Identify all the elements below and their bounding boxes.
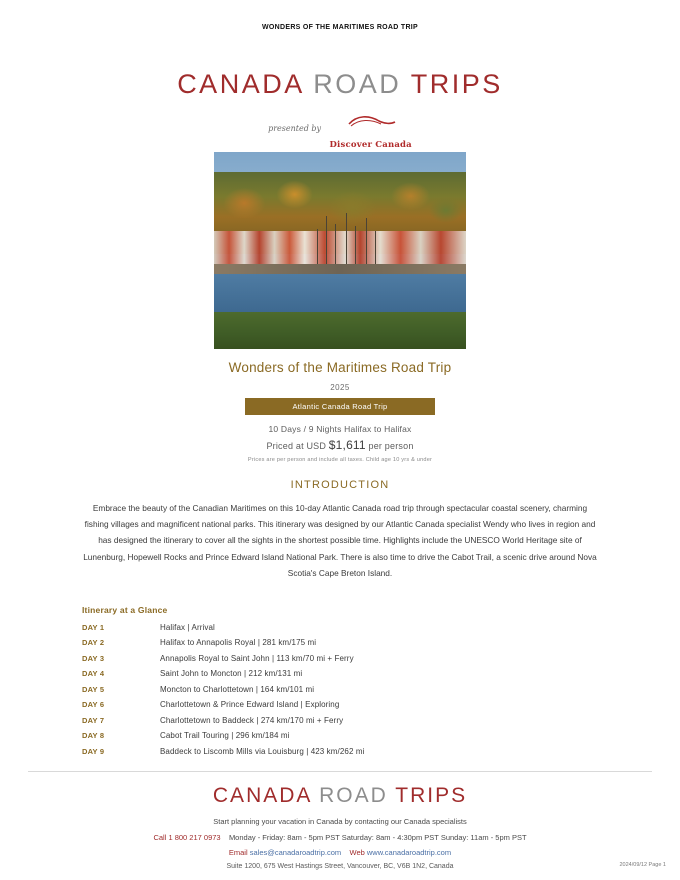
- list-item: [82, 654, 598, 663]
- footer-word-road: ROAD: [319, 784, 388, 807]
- itinerary-day-label: DAY 7: [82, 715, 105, 725]
- itinerary-day-desc: Charlottetown to Baddeck | 274 km/170 mi + Ferry: [160, 715, 344, 725]
- partner-logo: [329, 112, 411, 150]
- price-amount: $1,611: [328, 438, 366, 452]
- itinerary-day-desc: Halifax | Arrival: [160, 622, 215, 632]
- page-footer: [0, 759, 680, 880]
- list-item: [82, 638, 598, 647]
- itinerary-day-desc: Charlottetown & Prince Edward Island | Exploring: [160, 700, 340, 710]
- itinerary-day-desc: Baddeck to Liscomb Mills via Louisburg | 423 km/262 mi: [160, 746, 365, 756]
- itinerary-heading: Itinerary at a Glance: [82, 604, 168, 615]
- list-item: [82, 731, 598, 740]
- list-item: [82, 700, 598, 709]
- list-item: [82, 669, 598, 678]
- list-item: [82, 623, 598, 632]
- list-item: [82, 685, 598, 694]
- brand-word-trips: TRIPS: [410, 69, 503, 99]
- hero-foreground-lawn: [214, 312, 466, 349]
- introduction-title: INTRODUCTION: [290, 479, 390, 491]
- page-number: 2024/09/12 Page 1: [619, 862, 666, 868]
- phone-number[interactable]: 1 800 217 0973: [168, 833, 221, 842]
- footer-phone-line: [0, 833, 680, 842]
- brand-logo: [0, 69, 680, 150]
- footer-word-trips: TRIPS: [395, 784, 468, 807]
- partner-name: Discover Canada: [329, 140, 412, 150]
- brand-wordmark: [0, 69, 680, 100]
- footer-divider: [28, 771, 652, 772]
- itinerary-day-desc: Annapolis Royal to Saint John | 113 km/70 mi + Ferry: [160, 653, 354, 663]
- trip-price: [0, 438, 680, 452]
- itinerary-day-desc: Cabot Trail Touring | 296 km/184 mi: [160, 731, 290, 741]
- footer-tagline: Start planning your vacation in Canada by contacting our Canada specialists: [213, 817, 467, 826]
- footer-word-canada: CANADA: [212, 784, 312, 807]
- itinerary-day-label: DAY 5: [82, 684, 105, 694]
- itinerary-day-desc: Moncton to Charlottetown | 164 km/101 mi: [160, 684, 315, 694]
- itinerary-day-label: DAY 2: [82, 638, 105, 648]
- trip-year: 2025: [330, 383, 350, 392]
- itinerary-day-label: DAY 8: [82, 731, 105, 741]
- list-item: [82, 716, 598, 725]
- presented-by-block: [0, 112, 680, 150]
- brand-word-canada: CANADA: [177, 69, 304, 99]
- website-link[interactable]: www.canadaroadtrip.com: [366, 848, 452, 857]
- web-label: Web: [349, 848, 365, 857]
- price-prefix: Priced at USD: [266, 441, 327, 451]
- itinerary-day-label: DAY 6: [82, 700, 105, 710]
- call-label: Call: [153, 833, 167, 842]
- hero-image: [214, 152, 466, 349]
- region-badge: Atlantic Canada Road Trip: [245, 398, 435, 415]
- list-item: [82, 747, 598, 756]
- mountain-wave-icon: [345, 112, 397, 134]
- footer-wordmark: [0, 784, 680, 808]
- running-header: WONDERS OF THE MARITIMES ROAD TRIP: [261, 24, 419, 31]
- email-label: Email: [228, 848, 248, 857]
- price-suffix: per person: [368, 441, 414, 451]
- price-note: Prices are per person and include all taxes. Child age 10 yrs & under: [247, 457, 433, 463]
- itinerary-day-label: DAY 9: [82, 746, 105, 756]
- itinerary-day-desc: Saint John to Moncton | 212 km/131 mi: [160, 669, 303, 679]
- footer-address: Suite 1200, 675 West Hastings Street, Vancouver, BC, V6B 1N2, Canada: [226, 863, 454, 870]
- itinerary-day-desc: Halifax to Annapolis Royal | 281 km/175 mi: [160, 638, 317, 648]
- trip-duration-meta: 10 Days / 9 Nights Halifax to Halifax: [268, 424, 412, 434]
- itinerary-section: [82, 605, 598, 756]
- itinerary-day-label: DAY 3: [82, 653, 105, 663]
- brand-word-road: ROAD: [313, 69, 402, 99]
- trip-title: Wonders of the Maritimes Road Trip: [228, 360, 452, 375]
- itinerary-day-label: DAY 1: [82, 622, 105, 632]
- presented-by-label: presented by: [268, 124, 322, 134]
- support-hours: Monday - Friday: 8am - 5pm PST Saturday: 8am - 4:30pm PST Sunday: 11am - 5pm PST: [228, 833, 527, 842]
- email-link[interactable]: sales@canadaroadtrip.com: [249, 848, 342, 857]
- introduction-body: Embrace the beauty of the Canadian Maritimes on this 10-day Atlantic Canada road trip through spectacular coastal scenery, charming fishing villages and magnificent national parks. This itinerary was designed by our Atlantic Canada specialist Wendy who lives in region and has designed the itinerary to cover all the sights in the shortest possible time. Highlights include the UNESCO World Heritage site of Lunenburg, Hopewell Rocks and Prince Edward Island National Park. There is also time to drive the Cabot Trail, a scenic drive around Nova Scotia's Cape Breton Island.: [83, 503, 597, 578]
- footer-contact-links: [0, 848, 680, 857]
- hero-ship-masts: [310, 211, 386, 270]
- itinerary-day-label: DAY 4: [82, 669, 105, 679]
